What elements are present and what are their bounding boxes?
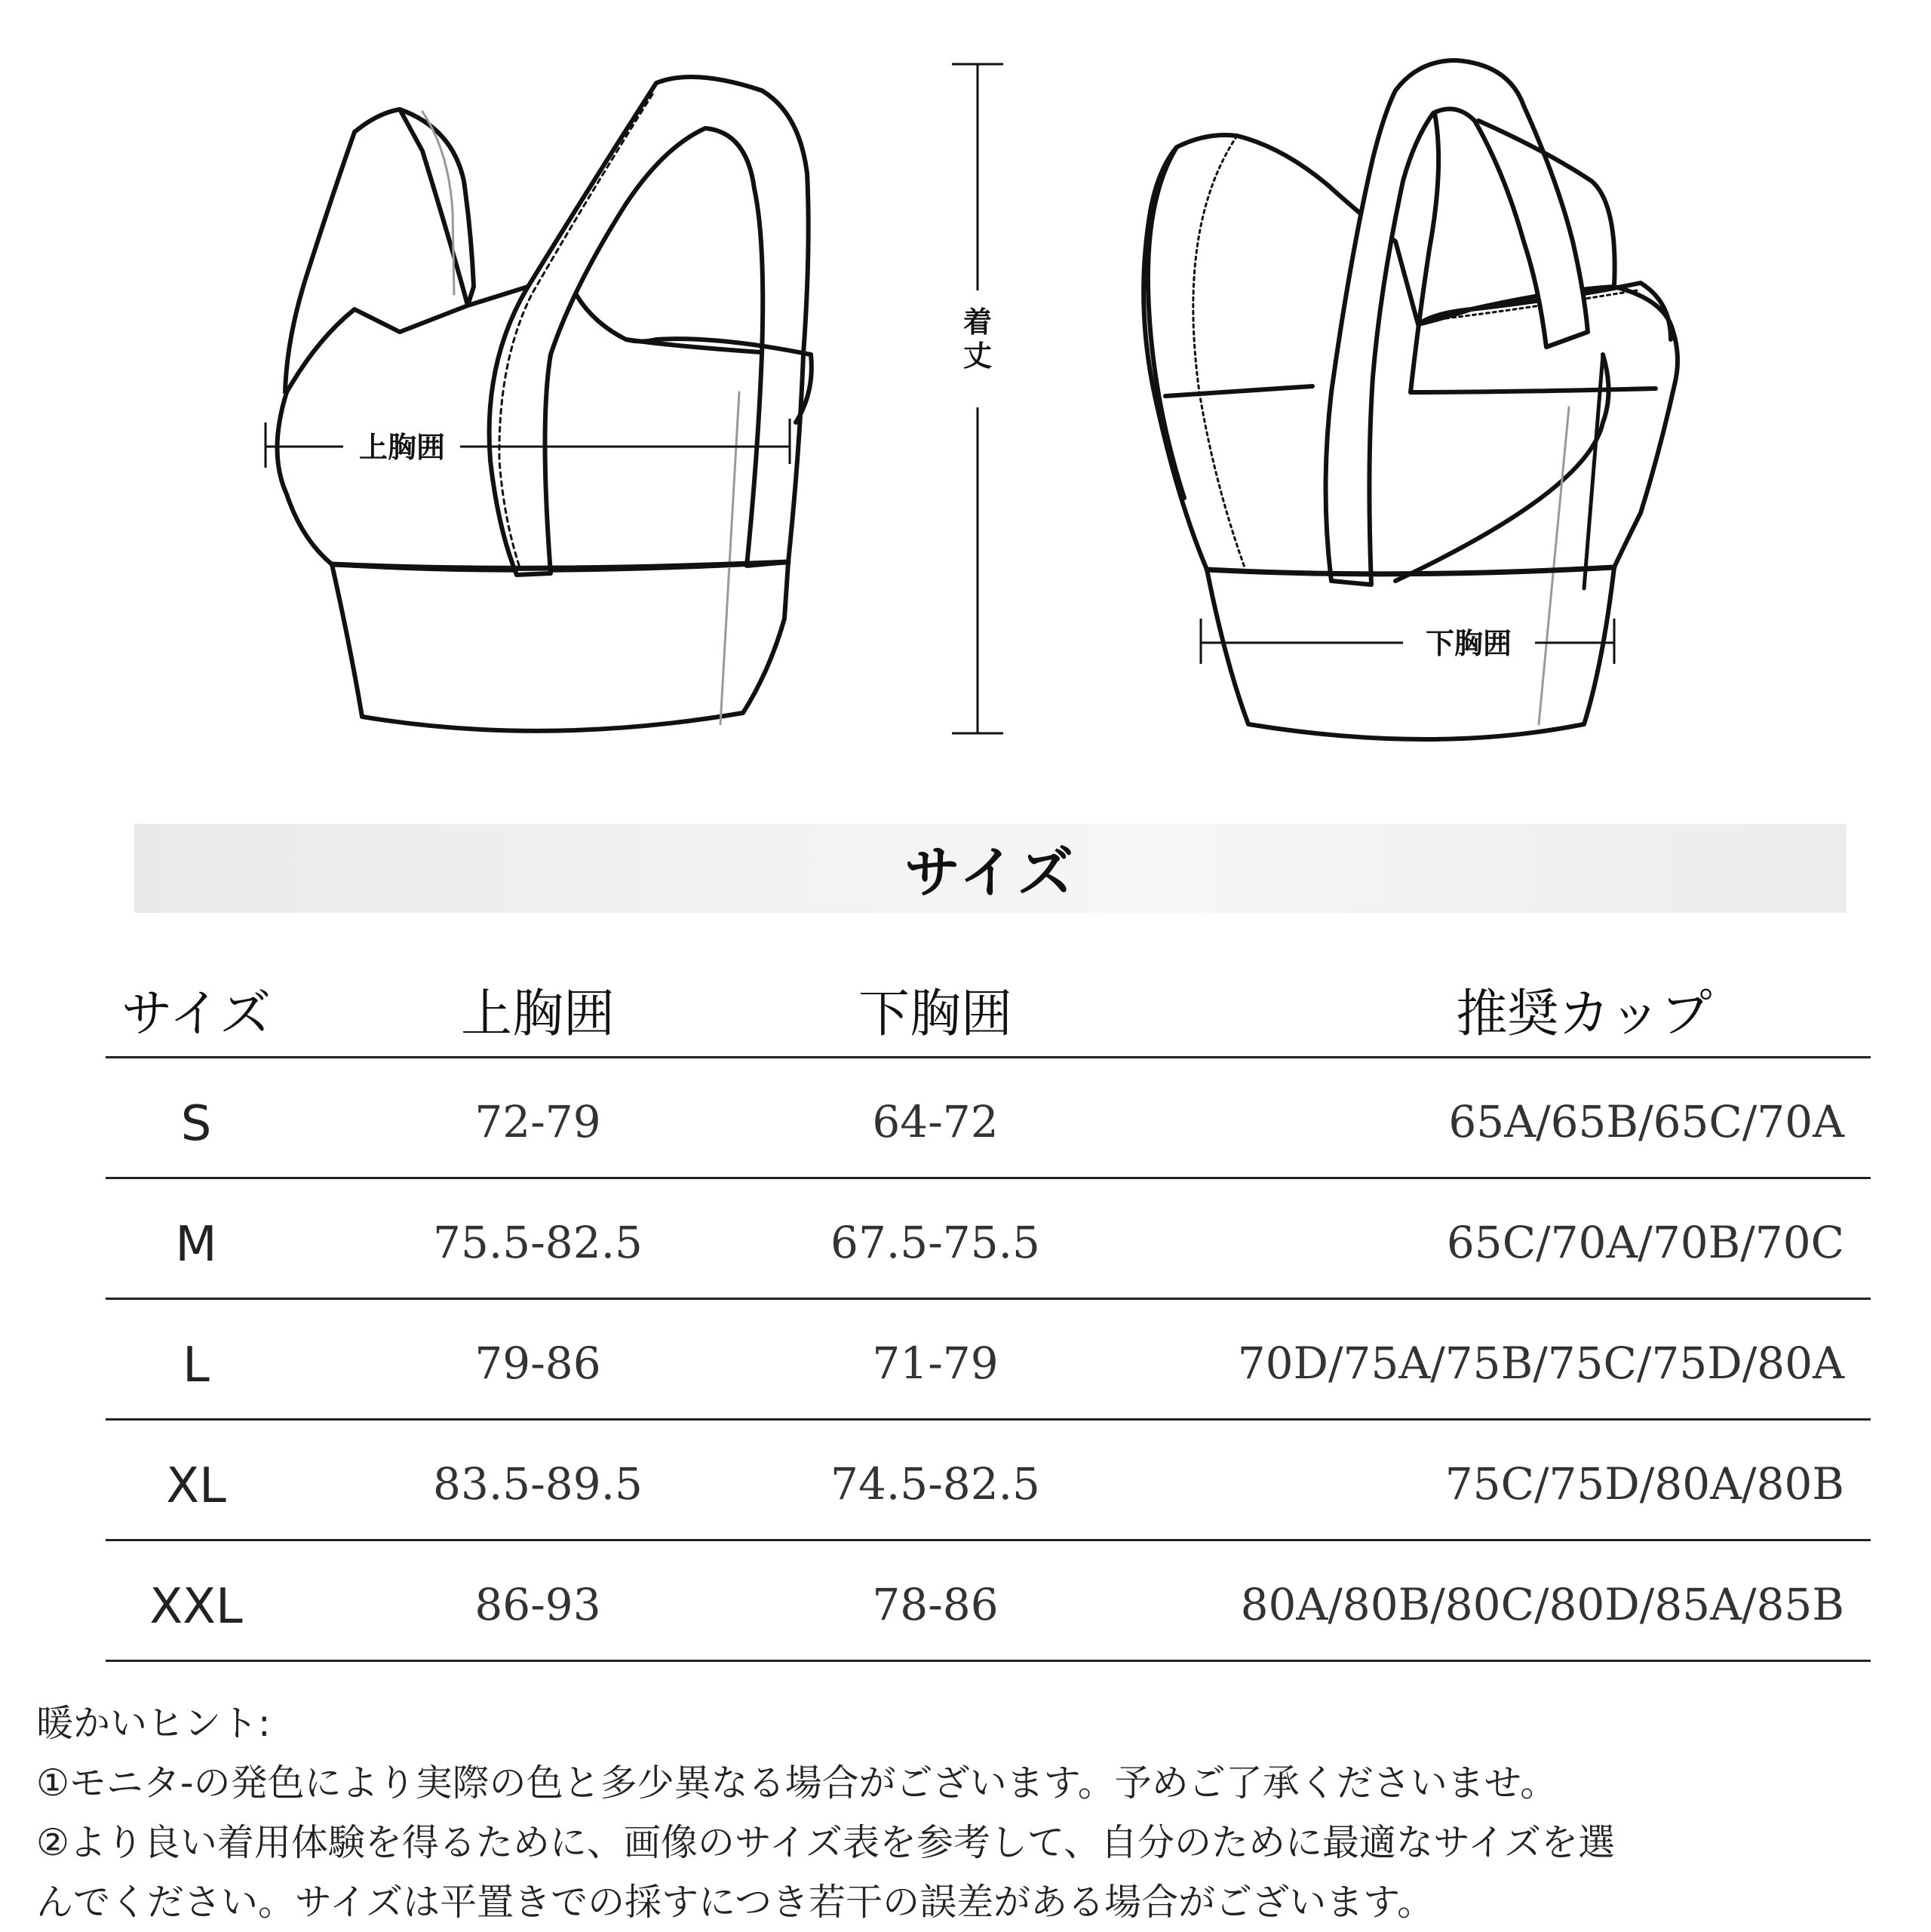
- cell-under-chest: 67.5-75.5: [830, 1217, 1040, 1268]
- header-size: サイズ: [121, 984, 272, 1044]
- upper-chest-label: 上胸囲: [358, 431, 446, 464]
- table-header: [106, 958, 1871, 1056]
- cell-upper-chest: 75.5-82.5: [433, 1217, 643, 1268]
- notes: [36, 1694, 1907, 1932]
- cell-size: XL: [166, 1458, 226, 1514]
- cell-under-chest: 64-72: [872, 1096, 999, 1147]
- length-measure-line: [952, 64, 1003, 733]
- cell-upper-chest: 86-93: [474, 1579, 601, 1630]
- length-label-2: 丈: [962, 339, 993, 373]
- cell-under-chest: 71-79: [872, 1338, 999, 1389]
- cell-recommended-cup: 70D/75A/75B/75C/75D/80A: [1237, 1338, 1844, 1389]
- header-upper-chest: 上胸囲: [460, 984, 616, 1044]
- banner-title: サイズ: [904, 840, 1077, 905]
- cell-upper-chest: 79-86: [474, 1338, 601, 1389]
- cell-recommended-cup: 75C/75D/80A/80B: [1444, 1458, 1844, 1510]
- cell-size: S: [180, 1096, 212, 1152]
- cell-recommended-cup: 80A/80B/80C/80D/85A/85B: [1240, 1579, 1844, 1630]
- table-row: [106, 1421, 1871, 1541]
- under-chest-label: 下胸囲: [1425, 627, 1512, 660]
- notes-line-3: んでください。サイズは平置きでの採すにつき若干の誤差がある場合がございます。: [36, 1881, 1435, 1924]
- header-under-chest: 下胸囲: [858, 984, 1013, 1044]
- table-row: [106, 1300, 1871, 1421]
- cell-upper-chest: 83.5-89.5: [433, 1458, 643, 1510]
- cell-upper-chest: 72-79: [474, 1096, 601, 1147]
- table-row: [106, 1058, 1871, 1179]
- front-bra-illustration: [278, 77, 812, 731]
- table-row: [106, 1541, 1871, 1662]
- cell-under-chest: 74.5-82.5: [830, 1458, 1040, 1510]
- cell-under-chest: 78-86: [872, 1579, 999, 1630]
- cell-size: M: [175, 1217, 217, 1273]
- length-label-1: 着: [962, 306, 993, 339]
- cell-recommended-cup: 65C/70A/70B/70C: [1446, 1217, 1844, 1268]
- bra-size-diagram: [0, 0, 1931, 785]
- size-table: [106, 958, 1871, 1635]
- header-recommended-cup: 推奨カップ: [1456, 984, 1712, 1044]
- back-bra-illustration: [1144, 60, 1678, 739]
- cell-recommended-cup: 65A/65B/65C/70A: [1448, 1096, 1844, 1147]
- size-banner: [134, 824, 1847, 913]
- notes-heading: 暖かいヒント:: [36, 1702, 271, 1745]
- cell-size: L: [183, 1338, 210, 1393]
- cell-size: XXL: [149, 1579, 243, 1635]
- notes-line-1: ①モニタ-の発色により実際の色と多少異なる場合がございます。予めご了承くださいませ。: [36, 1762, 1558, 1805]
- notes-line-2: ②より良い着用体験を得るために、画像のサイズ表を参考して、自分のために最適なサイズを選: [36, 1821, 1616, 1864]
- table-divider: [106, 1660, 1871, 1662]
- table-row: [106, 1179, 1871, 1300]
